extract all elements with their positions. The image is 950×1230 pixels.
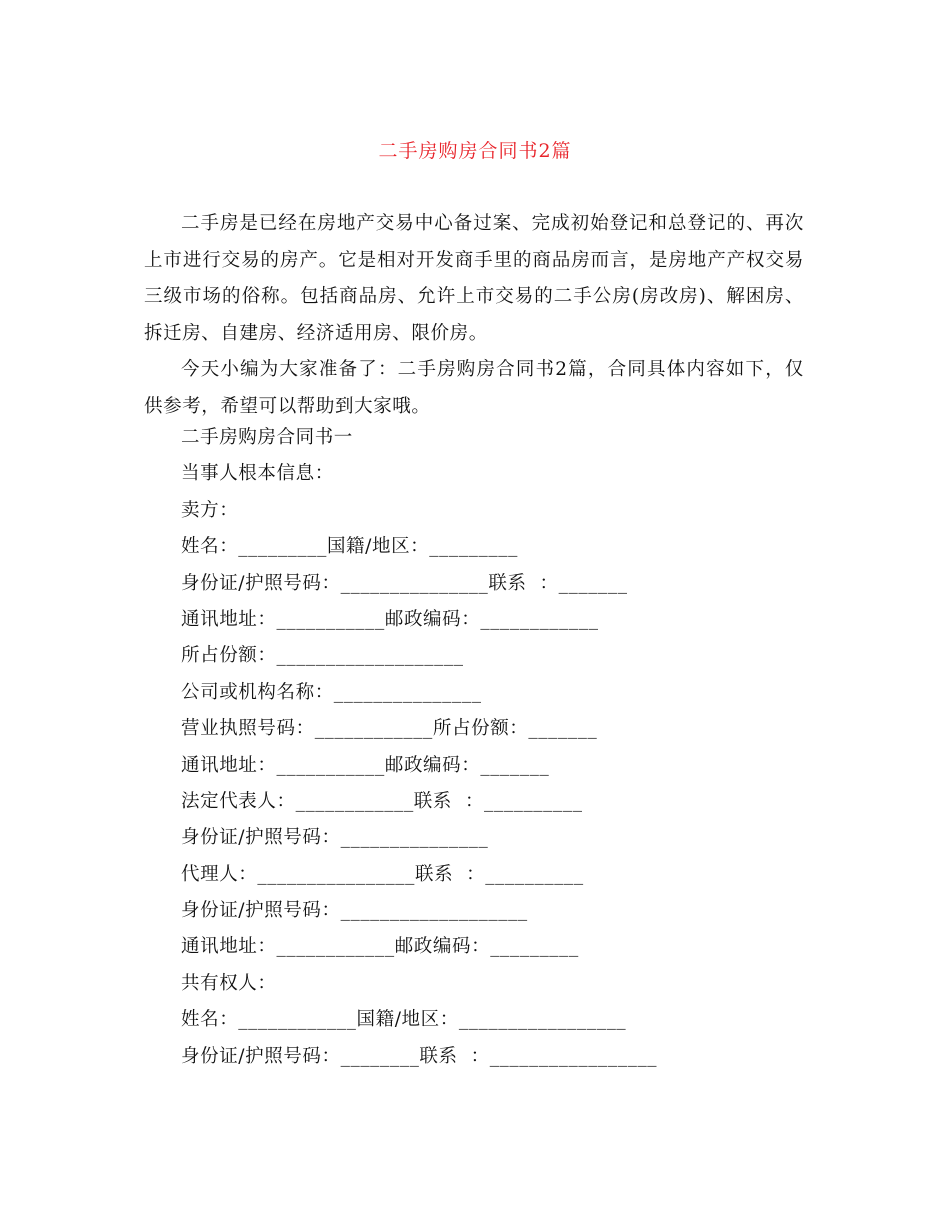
field-line-id-contact: 身份证/护照号码：_______________联系 ：_______	[181, 572, 628, 594]
field-line-address-postcode: 通讯地址：___________邮政编码：____________	[181, 608, 599, 630]
field-line-share: 所占份额：___________________	[181, 645, 464, 667]
field-line-id-3: 身份证/护照号码：___________________	[181, 900, 528, 922]
contract-heading: 二手房购房合同书一	[181, 427, 353, 448]
field-line-address-postcode-2: 通讯地址：___________邮政编码：_______	[181, 754, 550, 776]
intro-paragraph-1: 二手房是已经在房地产交易中心备过案、完成初始登记和总登记的、再次上市进行交易的房产。它是相对开发商手里的商品房而言，是房地产产权交易三级市场的俗称。包括商品房、允许上市交易的二手公房(房改房)、解困房、拆迁房、自建房、经济适用房、限价房。	[144, 213, 804, 344]
field-line-name-nationality: 姓名：_________国籍/地区：_________	[181, 536, 518, 558]
field-line-name-nationality-2: 姓名：____________国籍/地区：_________________	[181, 1009, 627, 1031]
field-line-company-name: 公司或机构名称：_______________	[181, 681, 482, 703]
document-title: 二手房购房合同书2篇	[378, 140, 572, 162]
section-label-co-owner: 共有权人：	[181, 972, 277, 994]
field-line-license-share: 营业执照号码：____________所占份额：_______	[181, 718, 598, 740]
section-label-seller: 卖方：	[181, 499, 239, 521]
intro-text	[144, 206, 804, 425]
field-line-agent-contact: 代理人：________________联系 ：__________	[181, 863, 584, 885]
section-label-party-info: 当事人根本信息：	[181, 463, 334, 485]
field-line-address-postcode-3: 通讯地址：____________邮政编码：_________	[181, 936, 579, 958]
contract-field-list	[181, 420, 801, 1075]
field-line-legal-rep-contact: 法定代表人：____________联系 ：__________	[181, 790, 583, 812]
intro-paragraph-2: 今天小编为大家准备了：二手房购房合同书2篇，合同具体内容如下，仅供参考，希望可以帮助到大家哦。	[144, 359, 804, 417]
field-line-id-2: 身份证/护照号码：_______________	[181, 827, 489, 849]
field-line-id-contact-2: 身份证/护照号码：________联系 ：_________________	[181, 1045, 658, 1067]
